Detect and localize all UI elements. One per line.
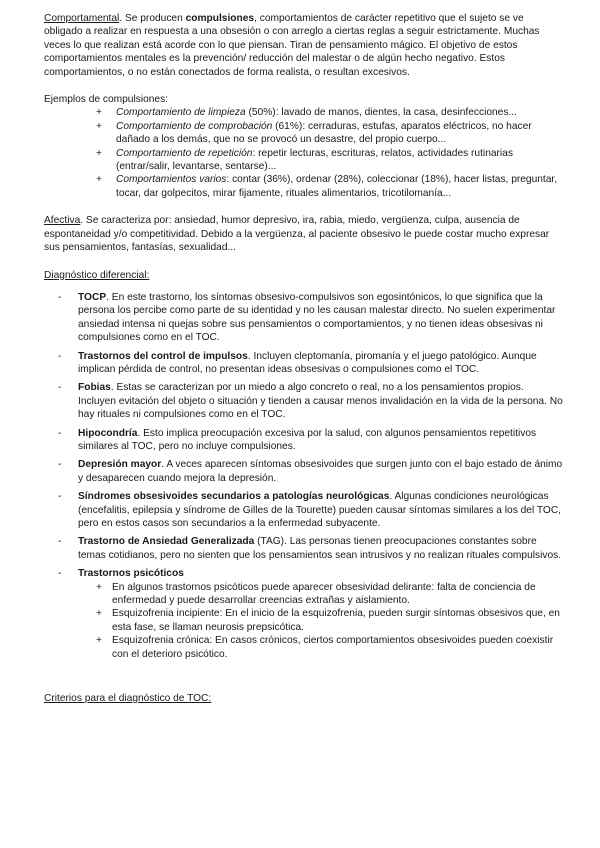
comportamental-label: Comportamental	[44, 13, 120, 24]
psicoticos-subitem: + En algunos trastornos psicóticos puede aparecer obsesividad delirante: falta de conciencia de enfermedad y puede desarrollar creencias extrañas y aislamiento.	[112, 581, 564, 608]
comportamental-text-2: , comportamientos de carácter repetitivo que el sujeto se ve obligado a realizar en respuesta a una obsesión o con arreglo a ciertas reglas a seguir estrictamente. Muchas veces lo que realizan está acorde con lo que piensan. Tiran de pensamiento mágico. El objetivo de estos comportamientos mentales es la prevención/ reducción del malestar o de algún hecho negativo. Estos comportamientos, o no están conectados de forma realista, o resultan excesivos.	[44, 13, 540, 78]
ejemplo-text: : cerraduras, estufas, aparatos eléctricos, no hacer dañado a los demás, que no se provocó un desastre, del propio cuerpo...	[116, 120, 532, 146]
ejemplo-item	[116, 173, 564, 200]
diagnostico-text: . Esto implica preocupación excesiva por la salud, con algunos pensamientos repetitivos similares al TOC, pero no incluye compulsiones.	[78, 427, 537, 452]
ejemplo-text: : lavado de manos, dientes, la casa, desinfecciones...	[275, 107, 517, 119]
ejemplos-list	[44, 106, 564, 200]
diagnostico-list	[44, 291, 564, 661]
document-content	[44, 12, 564, 705]
compulsiones-term: compulsiones	[185, 13, 255, 24]
diagnostico-text: (TAG). Las personas tienen preocupaciones constantes sobre temas cotidianos, pero no sienten que los pensamientos sean intrusivos y no realizan rituales compulsivos.	[78, 536, 562, 561]
diagnostico-item	[78, 381, 564, 421]
psicoticos-subitem: + Esquizofrenia crónica: En casos crónicos, ciertos comportamientos obsesivoides pueden coexistir con el deterioro psicótico.	[112, 634, 564, 661]
ejemplo-item	[116, 120, 564, 147]
diagnostico-title: Trastorno de Ansiedad Generalizada	[78, 536, 255, 548]
ejemplo-text: : contar (36%), ordenar (28%), coleccionar (18%), hacer listas, preguntar, tocar, dar golpecitos, mirar fijamente, rituales alimentarios, tricotilomanía...	[116, 174, 558, 199]
ejemplos-heading: Ejemplos de compulsiones:	[44, 94, 169, 106]
ejemplo-item	[116, 147, 564, 174]
ejemplo-label: Comportamientos varios	[116, 174, 227, 186]
diagnostico-title: Fobias	[78, 382, 111, 394]
diagnostico-title: Depresión mayor	[78, 459, 162, 471]
comportamental-paragraph	[44, 12, 564, 79]
afectiva-text: . Se caracteriza por: ansiedad, humor depresivo, ira, rabia, miedo, vergüenza, culpa, ausencia de espontaneidad y/o competitividad. Debido a la vergüenza, al paciente obsesivo le puede costar mucho expresar sus pensamientos, fantasías, sexualidad...	[44, 215, 550, 254]
diagnostico-item	[78, 350, 564, 377]
diagnostico-item	[78, 427, 564, 454]
ejemplo-label: Comportamiento de comprobación	[116, 120, 273, 132]
afectiva-paragraph	[44, 214, 564, 254]
comportamental-text-1: . Se producen	[119, 13, 186, 24]
diagnostico-title: Hipocondría	[78, 427, 138, 439]
diagnostico-title: TOCP	[78, 291, 107, 303]
psicoticos-subitem: + Esquizofrenia incipiente: En el inicio de la esquizofrenia, pueden surgir síntomas obsesivos que, en esta fase, se llaman neurosis prepsicótica.	[112, 607, 564, 634]
diagnostico-title: Trastornos psicóticos	[78, 568, 184, 580]
diagnostico-heading: Diagnóstico diferencial:	[44, 269, 150, 281]
diagnostico-item	[78, 535, 564, 562]
ejemplo-label: Comportamiento de repetición	[116, 147, 253, 159]
ejemplo-text: : repetir lecturas, escrituras, relatos, actividades rutinarias (entrar/salir, levantarse, sentarse)...	[116, 147, 513, 173]
diagnostico-text: . Incluyen cleptomanía, piromanía y el juego patológico. Aunque implican pérdida de control, no presentan ideas obsesivas o compulsiones como el TOC.	[78, 350, 537, 375]
ejemplo-label: Comportamiento de limpieza	[116, 107, 246, 119]
psicoticos-sublist	[78, 581, 564, 661]
diagnostico-item-psicoticos	[78, 567, 564, 661]
diagnostico-text: . A veces aparecen síntomas obsesivoides que surgen junto con el bajo estado de ánimo y desaparecen cuando mejora la depresión.	[78, 459, 563, 484]
diagnostico-title: Trastornos del control de impulsos	[78, 350, 248, 362]
diagnostico-item	[78, 291, 564, 345]
diagnostico-title: Síndromes obsesivoides secundarios a patologías neurológicas	[78, 491, 390, 503]
diagnostico-text: . En este trastorno, los síntomas obsesivo-compulsivos son egosintónicos, lo que significa que la persona los percibe como parte de su identidad y no les causan malestar directo. No suelen experimentar ansiedad intensa ni quejas sobre sus pensamientos o comportamientos, y no tienen ideas obsesivas ni compulsiones como en el TOC.	[78, 291, 556, 344]
diagnostico-item	[78, 458, 564, 485]
afectiva-label: Afectiva	[44, 215, 81, 227]
diagnostico-text: . Estas se caracterizan por un miedo a algo concreto o real, no a los pensamientos propios. Incluyen evitación del objeto o situación y tienden a causar menos invalidación en la vida de la persona. No hay rituales ni compulsiones como en el TOC.	[78, 382, 563, 421]
diagnostico-item	[78, 490, 564, 530]
criterios-heading: Criterios para el diagnóstico de TOC:	[44, 693, 212, 705]
ejemplo-item	[116, 106, 564, 119]
ejemplo-pct: (50%)	[245, 107, 276, 119]
ejemplo-pct: (61%)	[272, 120, 303, 132]
diagnostico-text: . Algunas condiciones neurológicas (encefalitis, epilepsia y síndrome de Gilles de la Tourette) pueden causar síntomas similares a los del TOC, pero en estos casos son secundarios a la enfermedad subyacente.	[78, 491, 562, 529]
